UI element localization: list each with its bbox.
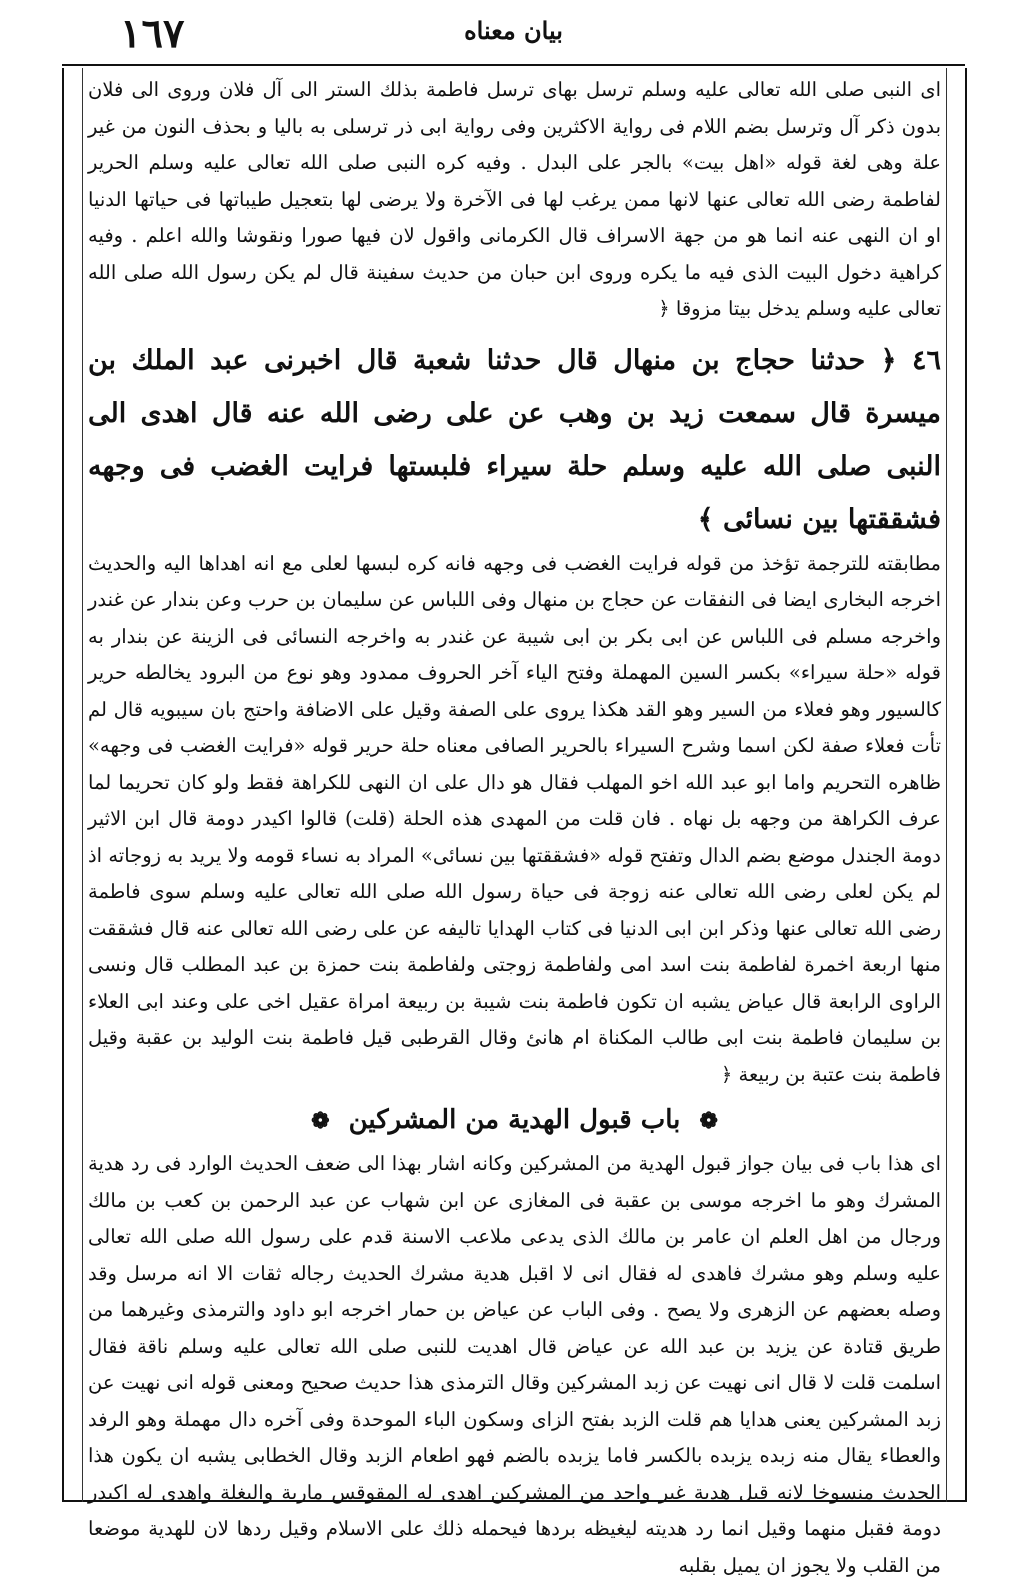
page-body [88,72,942,1577]
header-rule [62,64,965,66]
commentary-paragraph-3: اى هذا باب فى بيان جواز قبول الهدية من المشركين وكانه اشار بهذا الى ضعف الحديث الوارد فى رد هدية المشرك وهو ما اخرجه موسى بن عقبة فى المغازى عن ابن شهاب عن عبد الرحمن بن كعب بن مالك ورجال من اهل العلم ان عامر بن مالك الذى يدعى ملاعب الاسنة قدم على رسول الله صلى الله تعالى عليه وسلم وهو مشرك فاهدى له فقال انى لا اقبل هدية مشرك الحديث رجاله ثقات الا انه مرسل وقد وصله بعضهم عن الزهرى ولا يصح . وفى الباب عن عياض بن حمار اخرجه ابو داود والترمذى وغيرهما من طريق قتادة عن يزيد بن عبد الله عن عياض قال اهديت للنبى صلى الله تعالى عليه وسلم ناقة فقال اسلمت قلت لا قال انى نهيت عن زبد المشركين وقال الترمذى هذا حديث صحيح ومعنى قوله انى نهيت عن زبد المشركين يعنى هدايا هم قلت الزبد بفتح الزاى وسكون الباء الموحدة وفى آخره دال مهملة وهو الرفد والعطاء يقال منه زبده يزبده بالكسر فاما يزبده بالضم فهو اطعام الزبد وقال الخطابى يشبه ان يكون هذا الحديث منسوخا لانه قبل هدية غير واحد من المشركين اهدى له المقوقس مارية والبغلة واهدى له اكيدر دومة فقبل منهما وقيل انما رد هديته ليغيظه بردها فيحمله ذلك على الاسلام وقيل ردها لان للهدية موضعا من القلب ولا يجوز ان يميل بقلبه [88,1152,941,1577]
right-margin-rule [946,68,947,1502]
page-number: ١٦٧ [120,10,185,57]
ornament-icon: ❁ [699,1108,718,1134]
commentary-paragraph-1: اى النبى صلى الله تعالى عليه وسلم ترسل بهاى ترسل فاطمة بذلك الستر الى آل فلان وروى الى فلان بدون ذكر آل وترسل بضم اللام فى رواية الاكثرين وفى رواية ابى ذر ترسلى به باليا و بحذف النون من غير علة وهى لغة قوله «اهل بيت» بالجر على البدل . وفيه كره النبى صلى الله تعالى عليه وسلم الحرير لفاطمة رضى الله تعالى عنها لانها ممن يرغب لها فى الآخرة ولا يرضى لها بتعجيل طيباتها فى حياتها الدنيا او ان النهى عنه انما هو من جهة الاسراف قال الكرمانى واقول لان فيها صورا ونقوشا والله اعلم . وفيه كراهية دخول البيت الذى فيه ما يكره وروى ابن حبان من حديث سفينة قال لم يكن رسول الله صلى الله تعالى عليه وسلم يدخل بيتا مزوقا ﴿ [88,78,941,320]
commentary-paragraph-2: مطابقته للترجمة تؤخذ من قوله فرايت الغضب فى وجهه فانه كره لبسها لعلى مع انه اهداها اليه والحديث اخرجه البخارى ايضا فى النفقات عن حجاج بن منهال وفى اللباس عن سليمان بن حرب وعن بندار عن غندر واخرجه مسلم فى اللباس عن ابى بكر بن ابى شيبة عن غندر به واخرجه النسائى فى الزينة عن بندار به قوله «حلة سيراء» بكسر السين المهملة وفتح الياء آخر الحروف ممدود وهو نوع من البرود يخالطه حرير كالسيور وهو فعلاء من السير وهو القد هكذا يروى على الصفة وقيل على الاضافة واحتج بان سيبويه قال لم تأت فعلاء صفة لكن اسما وشرح السيراء بالحرير الصافى معناه حلة حرير قوله «فرايت الغضب فى وجهه» ظاهره التحريم واما ابو عبد الله اخو المهلب فقال هو دال على ان النهى للكراهة فقط ولو كان تحريما لما عرف الكراهة من وجهه بل نهاه . فان قلت من المهدى هذه الحلة (قلت) قالوا اكيدر دومة قال ابن الاثير دومة الجندل موضع بضم الدال وتفتح قوله «فشققتها بين نسائى» المراد به نساء قومه ولا يريد به زوجاته اذ لم يكن لعلى رضى الله تعالى عنه زوجة فى حياة رسول الله صلى الله تعالى عليه وسلم سوى فاطمة رضى الله تعالى عنها وذكر ابن ابى الدنيا فى كتاب الهدايا تاليفه عن على رضى الله تعالى عنه قال فشققت منها اربعة اخمرة لفاطمة بنت اسد امى ولفاطمة زوجتى ولفاطمة بنت حمزة بن عبد المطلب قال ونسى الراوى الرابعة قال عياض يشبه ان تكون فاطمة بنت شيبة بن ربيعة امراة عقيل اخى على وعند ابى العلاء بن سليمان فاطمة بنت ابى طالب المكناة ام هانئ وقال القرطبى قيل فاطمة بنت الوليد بن عقبة وقيل فاطمة بنت عتبة بن ربيعة ﴿ [88,551,942,1086]
ornament-icon: ❁ [311,1108,330,1134]
left-margin-rule [82,68,83,1502]
chapter-heading-text: باب قبول الهدية من المشركين [348,1105,681,1135]
chapter-heading [88,1099,941,1142]
running-title: بيان معناه [464,16,563,45]
hadith-46: ٤٦ ﴿ حدثنا حجاج بن منهال قال حدثنا شعبة قال اخبرنى عبد الملك بن ميسرة قال سمعت زيد بن وهب عن على رضى الله عنه قال اهدى الى النبى صلى الله عليه وسلم حلة سيراء فلبستها فرايت الغضب فى وجهه فشققتها بين نسائى ﴾ [88,344,941,535]
page-header [60,8,967,62]
